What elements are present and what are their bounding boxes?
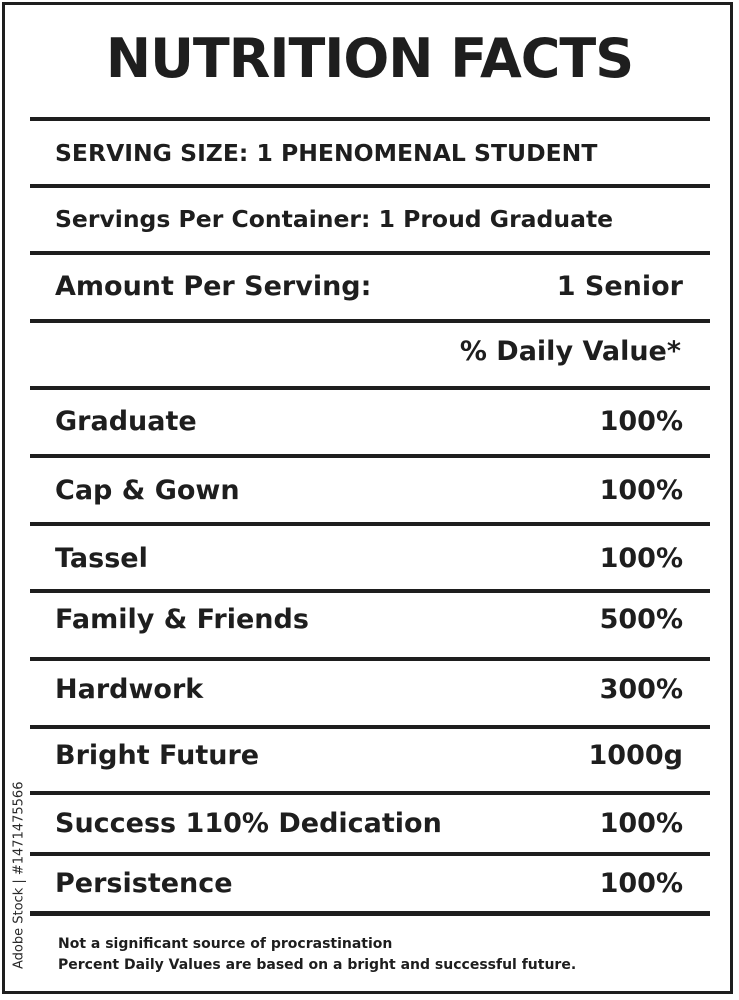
divider <box>30 791 710 795</box>
serving-size-row <box>55 135 683 171</box>
nutrient-row <box>55 866 683 902</box>
nutrient-value: 300% <box>599 674 683 705</box>
servings-per-container-row <box>55 201 683 237</box>
divider <box>30 319 710 323</box>
nutrient-value: 100% <box>599 868 683 899</box>
divider <box>30 184 710 188</box>
nutrient-label: Cap & Gown <box>55 475 240 506</box>
nutrient-label: Success 110% Dedication <box>55 808 442 839</box>
divider <box>30 117 710 121</box>
footnote-line-2: Percent Daily Values are based on a bright and successful future. <box>58 957 577 973</box>
nutrient-label: Bright Future <box>55 740 260 771</box>
nutrient-value: 100% <box>599 475 683 506</box>
nutrient-row <box>55 473 683 509</box>
nutrient-value: 100% <box>599 808 683 839</box>
nutrient-row <box>55 541 683 577</box>
nutrient-row <box>55 672 683 708</box>
nutrient-value: 100% <box>599 543 683 574</box>
nutrient-value: 100% <box>599 406 683 437</box>
divider <box>30 589 710 593</box>
serving-size-text: SERVING SIZE: 1 PHENOMENAL STUDENT <box>55 139 598 167</box>
nutrient-value: 1000g <box>588 740 683 771</box>
amount-per-serving-row <box>55 269 683 305</box>
divider <box>30 657 710 661</box>
nutrient-row <box>55 806 683 842</box>
nutrient-label: Graduate <box>55 406 197 437</box>
nutrient-row <box>55 602 683 638</box>
nutrient-label: Hardwork <box>55 674 204 705</box>
label-title: NUTRITION FACTS <box>105 27 634 90</box>
daily-value-header: % Daily Value* <box>459 336 681 367</box>
divider <box>30 522 710 526</box>
amount-per-serving-value: 1 Senior <box>556 271 683 302</box>
nutrient-row <box>55 404 683 440</box>
nutrient-row <box>55 738 683 774</box>
nutrient-label: Family & Friends <box>55 604 309 635</box>
nutrient-label: Tassel <box>55 543 148 574</box>
footnote <box>58 934 576 976</box>
footnote-line-1: Not a significant source of procrastination <box>58 936 393 952</box>
servings-per-container-text: Servings Per Container: 1 Proud Graduate <box>55 205 614 233</box>
stock-watermark: Adobe Stock | #1471475566 <box>11 781 27 969</box>
divider <box>30 251 710 255</box>
divider <box>30 852 710 856</box>
nutrient-label: Persistence <box>55 868 233 899</box>
divider <box>30 911 710 916</box>
divider <box>30 386 710 390</box>
amount-per-serving-label: Amount Per Serving: <box>55 271 372 302</box>
divider <box>30 725 710 729</box>
nutrient-value: 500% <box>599 604 683 635</box>
divider <box>30 454 710 458</box>
